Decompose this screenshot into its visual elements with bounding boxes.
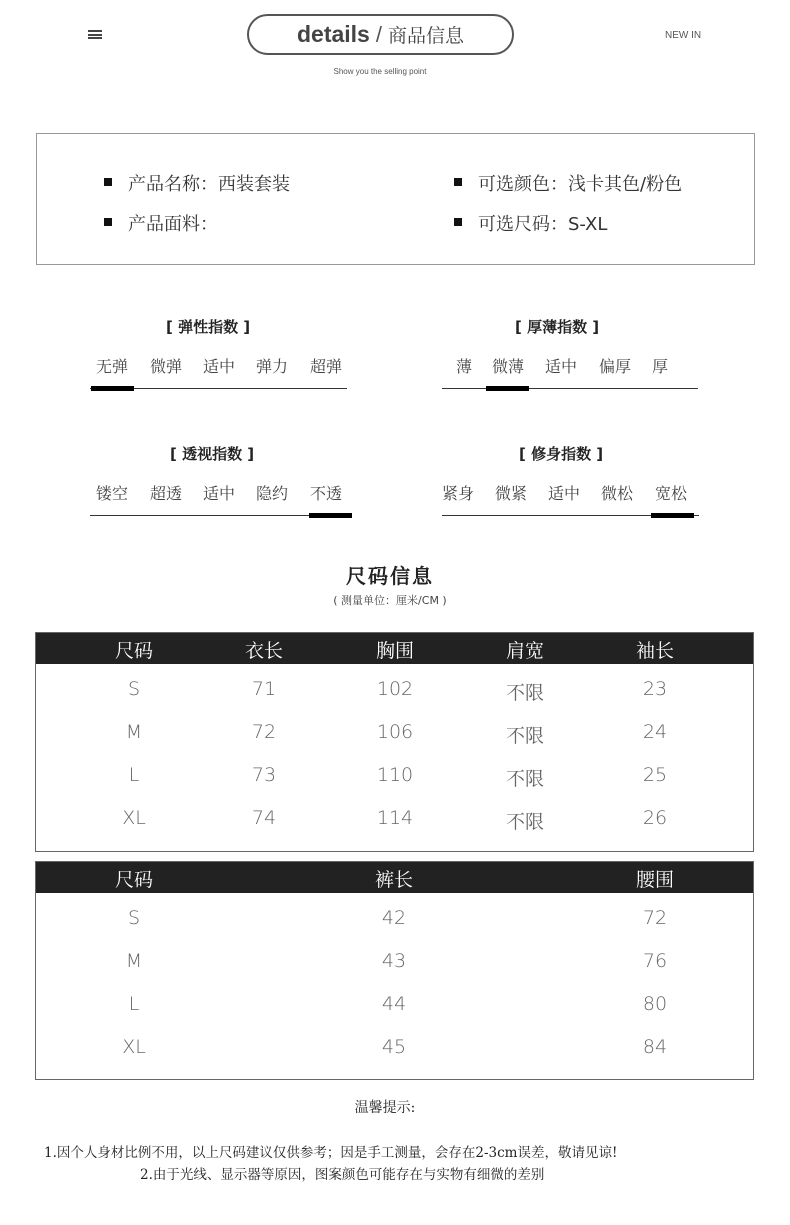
table-header-cell: 尺码 (114, 640, 154, 662)
scale-option: 厚 (652, 357, 669, 376)
table-header-cell: 袖长 (635, 640, 675, 662)
notes-line-2: 2.由于光线、显示器等原因，图案颜色可能存在与实物有细微的差别 (140, 1167, 545, 1183)
table-cell: 76 (642, 950, 668, 972)
table-cell: 102 (376, 678, 414, 700)
scale-option: 超弹 (310, 357, 343, 376)
table-cell: S (127, 907, 141, 929)
scale-option: 镂空 (96, 484, 129, 503)
scale-title: [ 弹性指数 ] (166, 318, 251, 336)
scale-title: [ 透视指数 ] (170, 445, 255, 463)
bullet-icon (104, 218, 112, 226)
info-product-fabric: 产品面料： (104, 210, 218, 236)
table-cell: 72 (642, 907, 668, 929)
info-sizes: 可选尺码：S-XL (454, 210, 607, 236)
table-row (36, 793, 753, 836)
menu-icon (88, 30, 102, 39)
table-row (36, 664, 753, 707)
table-header-cell: 裤长 (374, 869, 414, 891)
table-cell: 25 (642, 764, 668, 786)
table-cell: 43 (381, 950, 407, 972)
notes-line-1: 1.因个人身材比例不用，以上尺码建议仅供参考；因是手工测量，会存在2-3cm误差，敬请见谅! (44, 1145, 618, 1161)
pants-size-table (35, 861, 754, 1080)
scale-option: 宽松 (655, 484, 688, 503)
scale-option: 适中 (203, 484, 236, 503)
table-cell: 84 (642, 1036, 668, 1058)
details-title-cn: 商品信息 (387, 25, 464, 47)
table-cell: 72 (251, 721, 277, 743)
table-header-cell: 胸围 (375, 640, 415, 662)
details-pill (247, 14, 514, 55)
table-row (36, 707, 753, 750)
table-row (36, 979, 753, 1022)
scale-title: [ 修身指数 ] (519, 445, 604, 463)
scale-option: 超透 (150, 484, 183, 503)
table-cell: 24 (642, 721, 668, 743)
scale-option: 微弹 (150, 357, 183, 376)
table-cell: XL (122, 807, 146, 829)
table-cell: 74 (251, 807, 277, 829)
info-colors: 可选颜色：浅卡其色/粉色 (454, 170, 682, 196)
table-cell: L (128, 764, 140, 786)
scale-title: [ 厚薄指数 ] (515, 318, 600, 336)
scale-option: 偏厚 (599, 357, 632, 376)
scale-option: 微薄 (492, 357, 525, 376)
bullet-icon (454, 178, 462, 186)
table-header-cell: 衣长 (244, 640, 284, 662)
scale-option: 弹力 (256, 357, 289, 376)
table-cell: 26 (642, 807, 668, 829)
scale-option: 适中 (545, 357, 578, 376)
table-cell: M (125, 950, 143, 972)
table-cell: 73 (251, 764, 277, 786)
table-cell: 不限 (505, 682, 545, 704)
table-cell: 42 (381, 907, 407, 929)
table-cell: 110 (376, 764, 414, 786)
table-row (36, 750, 753, 793)
scale-option: 不透 (310, 484, 343, 503)
table-cell: 23 (642, 678, 668, 700)
table-cell: 106 (376, 721, 414, 743)
scale-option: 适中 (203, 357, 236, 376)
scale-selected-marker (486, 386, 529, 391)
scale-option: 紧身 (442, 484, 475, 503)
scale-option: 隐约 (256, 484, 289, 503)
table-cell: 114 (376, 807, 414, 829)
table-cell: 不限 (505, 811, 545, 833)
scale-option: 无弹 (96, 357, 129, 376)
table-row (36, 893, 753, 936)
scale-selected-marker (309, 513, 352, 518)
tagline: Show you the selling point (333, 67, 427, 76)
top-size-table (35, 632, 754, 852)
scale-line (442, 388, 698, 389)
bullet-icon (104, 178, 112, 186)
table-cell: L (128, 993, 140, 1015)
notes-title: 温馨提示: (354, 1100, 416, 1116)
scale-selected-marker (651, 513, 694, 518)
table-cell: 71 (251, 678, 277, 700)
table-header-cell: 肩宽 (505, 640, 545, 662)
table-header-cell: 腰围 (635, 869, 675, 891)
new-in-label: NEW IN (665, 30, 702, 41)
table-cell: 不限 (505, 725, 545, 747)
table-cell: 44 (381, 993, 407, 1015)
table-cell: 80 (642, 993, 668, 1015)
table-header-cell: 尺码 (114, 869, 154, 891)
table-row (36, 1022, 753, 1065)
table-cell: XL (122, 1036, 146, 1058)
scale-option: 适中 (548, 484, 581, 503)
details-title-en: details (296, 21, 370, 47)
table-cell: M (125, 721, 143, 743)
product-info-box (36, 133, 755, 265)
table-row (36, 936, 753, 979)
table-header-row (36, 633, 753, 664)
table-cell: 不限 (505, 768, 545, 790)
details-separator: / (375, 21, 382, 47)
scale-option: 微紧 (495, 484, 528, 503)
size-info-subtitle: ( 测量单位：厘米/CM ) (333, 594, 447, 607)
table-cell: S (127, 678, 141, 700)
size-info-title: 尺码信息 (346, 564, 434, 588)
bullet-icon (454, 218, 462, 226)
table-header-row (36, 862, 753, 893)
table-cell: 45 (381, 1036, 407, 1058)
info-product-name: 产品名称：西装套装 (104, 170, 290, 196)
scale-option: 微松 (601, 484, 634, 503)
scale-selected-marker (91, 386, 134, 391)
scale-option: 薄 (456, 357, 473, 376)
